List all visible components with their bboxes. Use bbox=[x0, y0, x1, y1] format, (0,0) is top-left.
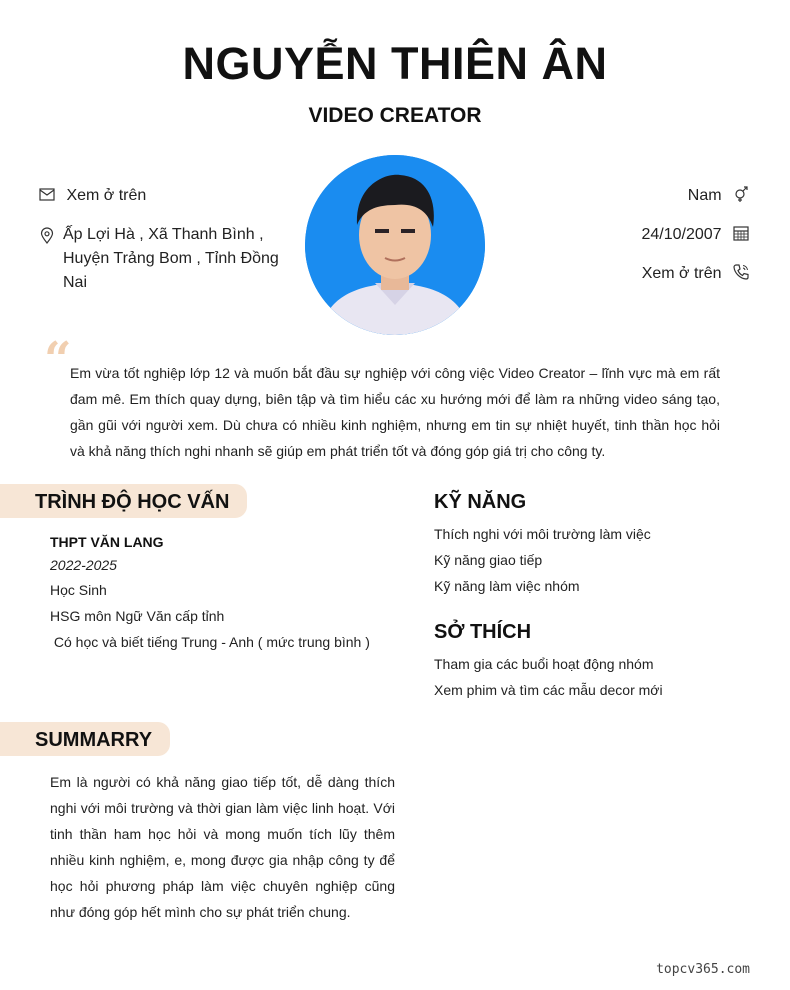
address-value: Ấp Lợi Hà , Xã Thanh Bình , Huyện Trảng Bom , Tỉnh Đồng Nai bbox=[63, 226, 279, 291]
calendar-icon bbox=[732, 224, 750, 242]
phone-value: Xem ở trên bbox=[641, 265, 722, 282]
skill-item: Thích nghi với môi trường làm việc bbox=[434, 526, 651, 542]
skill-item: Kỹ năng làm việc nhóm bbox=[434, 578, 580, 594]
footer-watermark: topcv365.com bbox=[656, 962, 750, 977]
education-line: Học Sinh bbox=[50, 582, 107, 598]
email-value: Xem ở trên bbox=[66, 187, 147, 204]
hobby-item: Xem phim và tìm các mẫu decor mới bbox=[434, 682, 663, 698]
education-line: Có học và biết tiếng Trung - Anh ( mức trung bình ) bbox=[50, 634, 370, 650]
address-row bbox=[38, 223, 283, 295]
birthday-value: 24/10/2007 bbox=[641, 226, 722, 243]
gender-value: Nam bbox=[687, 187, 722, 204]
education-details bbox=[50, 577, 370, 655]
school-name: THPT VĂN LANG bbox=[50, 534, 164, 550]
education-line: HSG môn Ngữ Văn cấp tỉnh bbox=[50, 608, 225, 624]
location-pin-icon bbox=[38, 227, 56, 245]
email-icon bbox=[38, 185, 56, 203]
education-heading: TRÌNH ĐỘ HỌC VẤN bbox=[0, 484, 247, 518]
hobbies-list bbox=[434, 651, 663, 703]
summary-text: Em là người có khả năng giao tiếp tốt, dễ dàng thích nghi với môi trường và thời gian làm việc linh hoạt. Với tinh thần ham học hỏi và mong muốn tích lũy thêm nhiều kinh nghiệm, e, mong được gia nhập công ty để học hỏi phương pháp làm việc chuyên nghiệp cũng như đóng góp hết mình cho sự phát triển chung. bbox=[50, 774, 395, 920]
candidate-name: NGUYỄN THIÊN ÂN bbox=[182, 38, 608, 89]
birthday-row bbox=[641, 223, 750, 247]
gender-icon bbox=[732, 185, 750, 203]
phone-icon bbox=[732, 263, 750, 281]
skills-list bbox=[434, 521, 651, 599]
school-years: 2022-2025 bbox=[50, 557, 117, 573]
hobbies-heading: SỞ THÍCH bbox=[434, 621, 532, 643]
summary-heading: SUMMARRY bbox=[0, 722, 170, 756]
skills-heading: KỸ NĂNG bbox=[434, 491, 527, 513]
email-row bbox=[38, 184, 146, 208]
phone-row bbox=[642, 262, 750, 286]
about-text: Em vừa tốt nghiệp lớp 12 và muốn bắt đầu sự nghiệp với công việc Video Creator – lĩnh vực mà em rất đam mê. Em thích quay dựng, biên tập và tìm hiểu các xu hướng mới để làm ra những video sáng tạo, gần gũi với người xem. Dù chưa có nhiều kinh nghiệm, nhưng em tin sự nhiệt huyết, tinh thần học hỏi và khả năng thích nghi nhanh sẽ giúp em phát triển tốt và đóng góp giá trị cho công ty. bbox=[70, 365, 720, 459]
hobby-item: Tham gia các buổi hoạt động nhóm bbox=[434, 656, 654, 672]
gender-row bbox=[688, 184, 750, 208]
profile-photo bbox=[305, 155, 485, 335]
quote-icon: “ bbox=[44, 332, 72, 388]
job-title: VIDEO CREATOR bbox=[308, 104, 482, 127]
skill-item: Kỹ năng giao tiếp bbox=[434, 552, 543, 568]
